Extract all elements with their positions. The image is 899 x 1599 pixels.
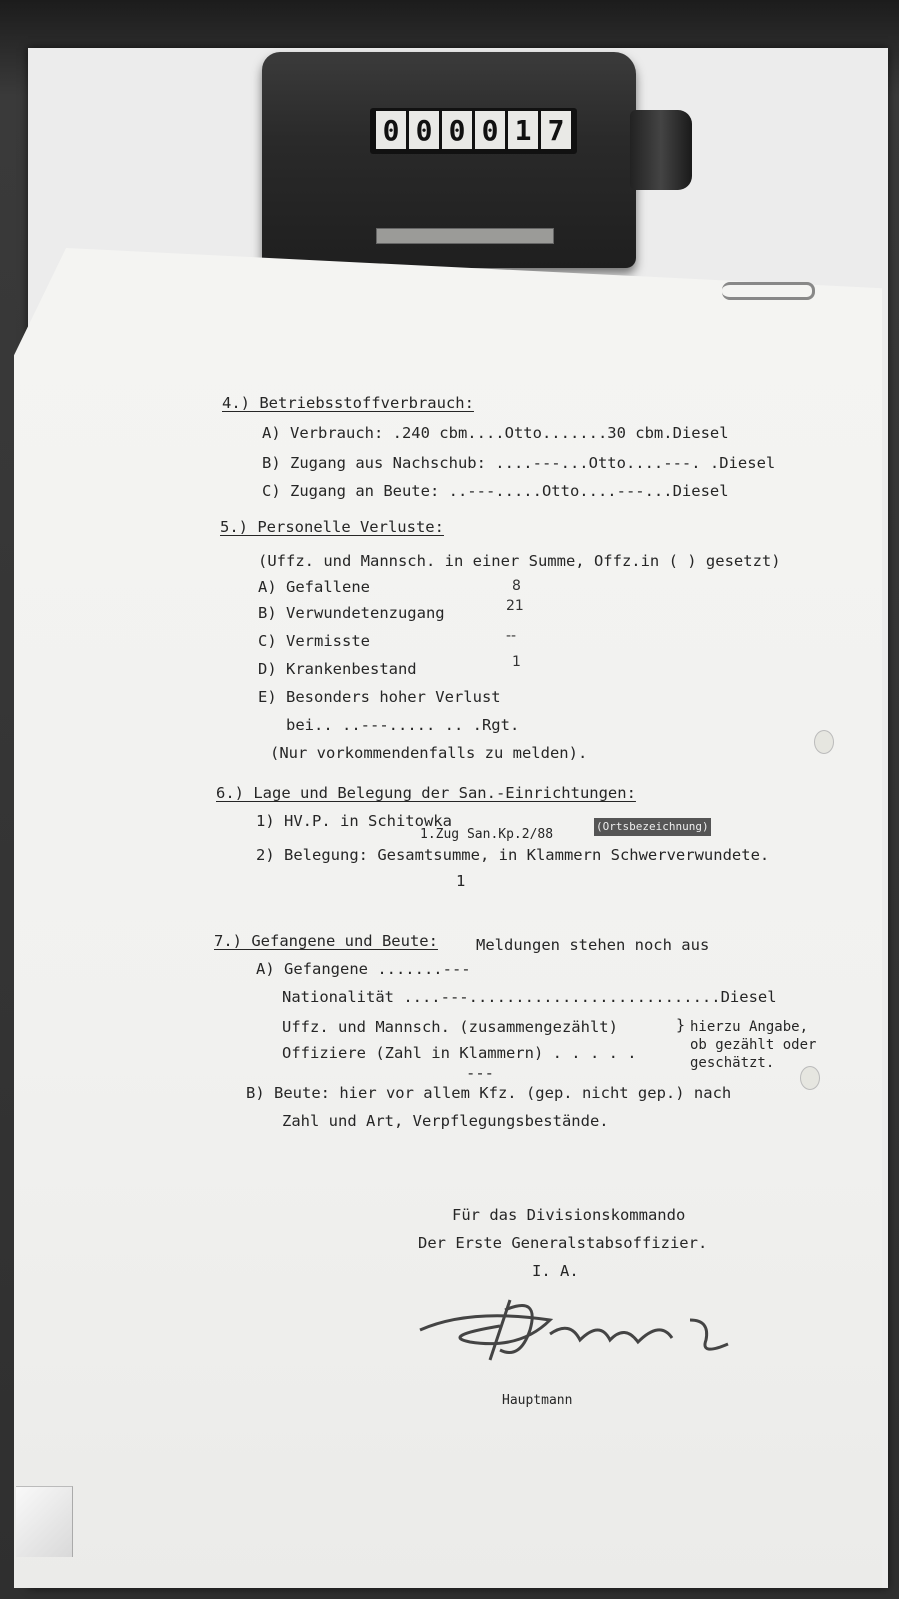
section7-heading: 7.) Gefangene und Beute: (214, 932, 438, 950)
bracket-brace-icon: } (676, 1016, 686, 1034)
counter-digit: 0 (442, 111, 472, 149)
section7-beute-1: B) Beute: hier vor allem Kfz. (gep. nicht gep.) nach (246, 1084, 732, 1102)
section7-bracket-note-3: geschätzt. (690, 1055, 775, 1071)
paperclip-icon (722, 282, 815, 300)
section7-offz: Offiziere (Zahl in Klammern) . . . . . (282, 1044, 637, 1062)
counter-knob (630, 110, 692, 190)
section5-heading: 5.) Personelle Verluste: (220, 518, 444, 536)
section4-heading: 4.) Betriebsstoffverbrauch: (222, 394, 474, 412)
folded-corner (16, 1486, 73, 1557)
section4-line-b: B) Zugang aus Nachschub: ....---...Otto....---. .Diesel (262, 454, 776, 472)
section4-line-c: C) Zugang an Beute: ..---.....Otto....---...Diesel (262, 482, 729, 500)
section5-note: (Nur vorkommendenfalls zu melden). (270, 744, 588, 762)
counter-display (370, 108, 577, 154)
loss-value: -- (506, 628, 517, 644)
section6-heading: 6.) Lage und Belegung der San.-Einrichtungen: (216, 784, 636, 802)
signature-line-2: Der Erste Generalstabsoffizier. (418, 1234, 708, 1252)
section6-line1: 1) HV.P. in Schitowka (256, 812, 452, 830)
document-page (14, 248, 882, 1588)
signature-rank: Hauptmann (502, 1393, 573, 1408)
section6-struck-text: (Ortsbezeichnung) (594, 818, 711, 836)
loss-value: 21 (506, 598, 524, 614)
signature-line-1: Für das Divisionskommando (452, 1206, 686, 1224)
counter-digit: 0 (475, 111, 505, 149)
loss-label: C) Vermisste (258, 632, 370, 650)
section6-line2-value: 1 (456, 872, 466, 890)
counter-digit: 7 (541, 111, 571, 149)
punch-hole-icon (800, 1066, 820, 1090)
section7-beute-2: Zahl und Art, Verpflegungsbestände. (282, 1112, 609, 1130)
loss-label: A) Gefallene (258, 578, 370, 596)
section5-line-e2: bei.. ..---..... .. .Rgt. (286, 716, 520, 734)
loss-label: D) Krankenbestand (258, 660, 417, 678)
section7-line-a: A) Gefangene .......--- (256, 960, 471, 978)
counter-digit: 0 (376, 111, 406, 149)
counter-label-slot (376, 228, 554, 244)
loss-label: B) Verwundetenzugang (258, 604, 445, 622)
punch-hole-icon (814, 730, 834, 754)
handwritten-signature (410, 1290, 750, 1370)
section7-bracket-note-2: ob gezählt oder (690, 1037, 817, 1053)
signature-line-3: I. A. (532, 1262, 579, 1280)
section5-line-e1: E) Besonders hoher Verlust (258, 688, 501, 706)
section7-bracket-note-1: hierzu Angabe, (690, 1019, 809, 1035)
section6-line2: 2) Belegung: Gesamtsumme, in Klammern Schwerverwundete. (256, 846, 770, 864)
section4-line-a: A) Verbrauch: .240 cbm....Otto.......30 cbm.Diesel (262, 424, 729, 442)
section7-heading-note: Meldungen stehen noch aus (476, 936, 710, 954)
section7-nationality: Nationalität ....---...........................Diesel (282, 988, 777, 1006)
section7-dash: --- (466, 1064, 494, 1082)
counter-digit: 0 (409, 111, 439, 149)
counter-digit: 1 (508, 111, 538, 149)
section7-uffz: Uffz. und Mannsch. (zusammengezählt) (282, 1018, 618, 1036)
section5-intro: (Uffz. und Mannsch. in einer Summe, Offz.in ( ) gesetzt) (258, 552, 781, 570)
loss-value: 8 (512, 578, 521, 594)
section6-line1-unit: 1.Zug San.Kp.2/88 (420, 827, 554, 842)
loss-value: 1 (512, 654, 521, 670)
